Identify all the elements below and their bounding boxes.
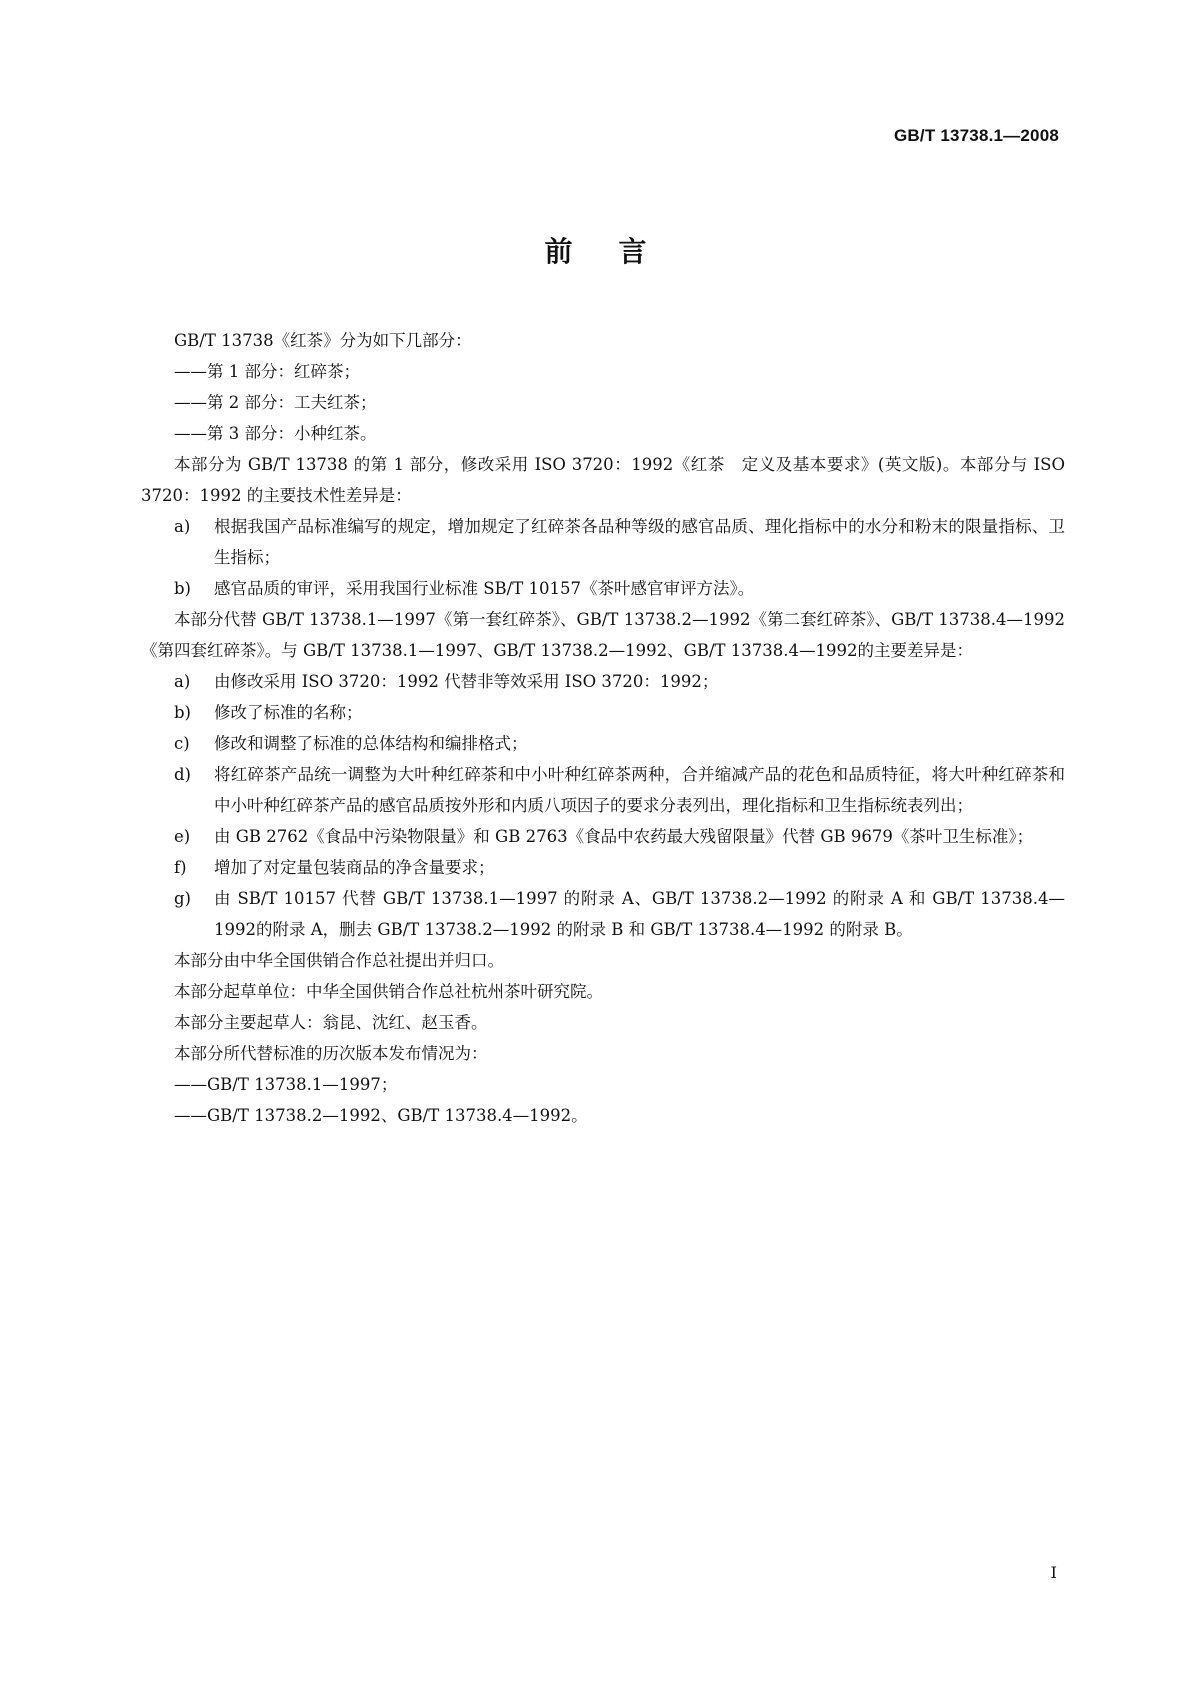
item-text: 根据我国产品标准编写的规定，增加规定了红碎茶各品种等级的感官品质、理化指标中的水分和粉末的限量指标、卫生指标； [214,517,1065,567]
item-label: b) [174,579,191,598]
item-label: a) [174,672,191,691]
proposer-paragraph: 本部分由中华全国供销合作总社提出并归口。 [174,951,504,970]
replacement-paragraph: 本部分代替 GB/T 13738.1—1997《第一套红碎茶》、GB/T 13738.2—1992《第二套红碎茶》、GB/T 13738.4—1992《第四套红碎茶》。与 GB/T 13738.1—1997、GB/T 13738.2—1992、GB/T 13738.4—1992的主要差异是： [141,610,1065,660]
history-list-item: ——GB/T 13738.2—1992、GB/T 13738.4—1992。 [174,1106,588,1125]
item-label: c) [174,734,190,753]
change-item [141,666,1065,697]
change-item [141,697,1065,728]
page-title: 前言 [544,235,693,268]
item-label: e) [174,827,191,846]
item-text: 修改和调整了标准的总体结构和编排格式； [214,734,528,753]
item-label: a) [174,517,191,536]
adoption-paragraph: 本部分为 GB/T 13738 的第 1 部分，修改采用 ISO 3720：1992《红茶 定义及基本要求》(英文版)。本部分与 ISO 3720：1992 的主要技术性差异是： [141,455,1065,505]
item-text: 修改了标准的名称； [214,703,363,722]
item-label: g) [174,889,191,908]
history-list-item: ——GB/T 13738.1—1997； [174,1075,398,1094]
item-text: 由修改采用 ISO 3720：1992 代替非等效采用 ISO 3720：1992； [214,672,719,691]
change-item [141,883,1065,945]
item-text: 将红碎茶产品统一调整为大叶种红碎茶和中小叶种红碎茶两种，合并缩减产品的花色和品质特征，将大叶种红碎茶和中小叶种红碎茶产品的感官品质按外形和内质八项因子的要求分表列出，理化指标和卫生指标统表列出； [214,765,1065,815]
history-intro-paragraph: 本部分所代替标准的历次版本发布情况为： [174,1044,488,1063]
part-list-item: ——第 2 部分：工夫红茶； [174,393,377,412]
part-list-item: ——第 3 部分：小种红茶。 [174,424,377,443]
change-item [141,852,1065,883]
item-text: 由 SB/T 10157 代替 GB/T 13738.1—1997 的附录 A、GB/T 13738.2—1992 的附录 A 和 GB/T 13738.4—1992的附录 A，删去 GB/T 13738.2—1992 的附录 B 和 GB/T 13738.4—1992 的附录 B。 [214,889,1065,939]
change-item [141,821,1065,852]
document-code: GB/T 13738.1—2008 [894,126,1059,145]
item-text: 由 GB 2762《食品中污染物限量》和 GB 2763《食品中农药最大残留限量》代替 GB 9679《茶叶卫生标准》； [214,827,1034,846]
intro-paragraph: GB/T 13738《红茶》分为如下几部分： [174,331,472,350]
foreword-body [141,325,1065,1131]
item-text: 增加了对定量包装商品的净含量要求； [214,858,495,877]
page-number: I [1050,1563,1057,1582]
difference-item [141,511,1065,573]
difference-item [141,573,1065,604]
item-label: b) [174,703,191,722]
change-item [141,759,1065,821]
drafters-paragraph: 本部分主要起草人：翁昆、沈红、赵玉香。 [174,1013,488,1032]
part-list-item: ——第 1 部分：红碎茶； [174,362,360,381]
change-item [141,728,1065,759]
item-label: d) [174,765,191,784]
item-text: 感官品质的审评，采用我国行业标准 SB/T 10157《茶叶感官审评方法》。 [214,579,755,598]
drafting-unit-paragraph: 本部分起草单位：中华全国供销合作总社杭州茶叶研究院。 [174,982,603,1001]
item-label: f) [174,858,187,877]
